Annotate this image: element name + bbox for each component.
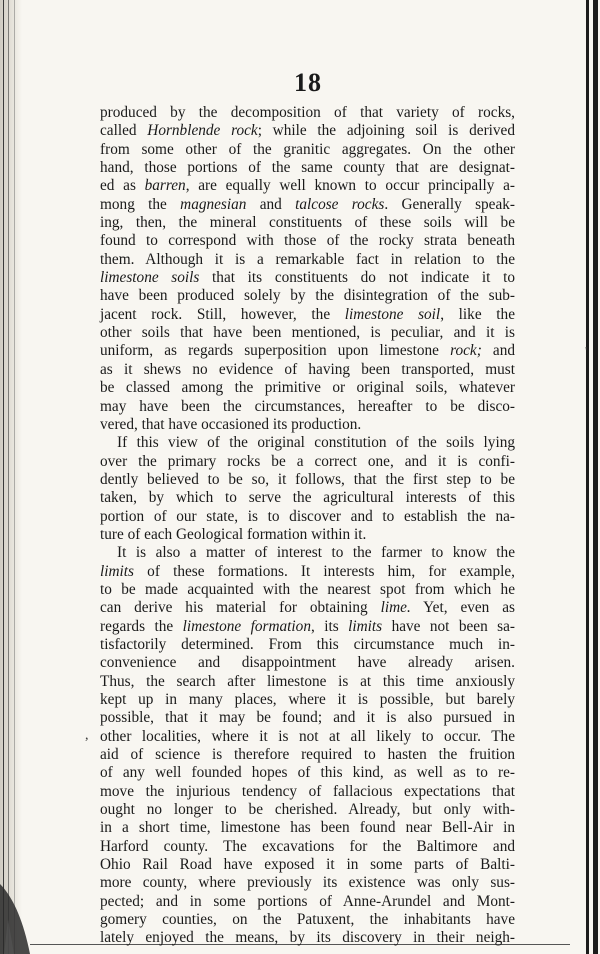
text-line: hand, those portions of the same county that are designat- <box>100 159 515 177</box>
binding-line <box>8 0 9 954</box>
text-line: Harford county. The excavations for the Baltimore and <box>100 837 515 855</box>
text-line: portion of our state, is to discover and to establish the na- <box>100 507 515 525</box>
text-line: Thus, the search after limestone is at this time anxiously <box>100 672 515 690</box>
text-line: in a short time, limestone has been found near Bell-Air in <box>100 819 515 837</box>
text-line: called Hornblende rock; while the adjoining soil is derived <box>100 122 515 140</box>
text-line: be classed among the primitive or original soils, whatever <box>100 379 515 397</box>
binding-line <box>3 0 4 954</box>
text-line: lately enjoyed the means, by its discovery in their neigh- <box>100 929 515 947</box>
text-line: move the injurious tendency of fallacious expectations that <box>100 782 515 800</box>
text-line: Ohio Rail Road have exposed it in some parts of Balti- <box>100 856 515 874</box>
text-line: It is also a matter of interest to the farmer to know the <box>117 544 515 562</box>
text-line: If this view of the original constitution of the soils lying <box>117 434 515 452</box>
text-line: can derive his material for obtaining lime. Yet, even as <box>100 599 515 617</box>
text-line: limits of these formations. It interests him, for example, <box>100 562 515 580</box>
text-line: vered, that have occasioned its production. <box>100 415 362 433</box>
text-line: to be made acquainted with the nearest spot from which he <box>100 580 515 598</box>
margin-mark: , <box>85 728 89 743</box>
page-number: 18 <box>294 68 322 97</box>
text-line: tisfactorily determined. From this circumstance much in- <box>100 635 515 653</box>
text-line: kept up in many places, where it is possible, but barely <box>100 691 515 708</box>
text-line: other localities, where it is not at all likely to occur. The <box>100 727 515 745</box>
binding-bar <box>586 0 589 954</box>
right-binding-edge <box>574 0 600 954</box>
text-line: as it shews no evidence of having been transported, must <box>100 360 515 378</box>
text-line: them. Although it is a remarkable fact in relation to the <box>100 250 515 268</box>
text-line: limestone soils that its constituents do not indicate it to <box>100 269 515 287</box>
text-line: taken, by which to serve the agricultural interests of this <box>100 489 515 507</box>
text-line: ed as barren, are equally well known to occur principally a- <box>100 177 515 195</box>
text-line: possible, that it may be found; and it is also pursued in <box>100 709 515 727</box>
text-line: pected; and in some portions of Anne-Arundel and Mont- <box>100 892 515 910</box>
text-line: have been produced solely by the disintegration of the sub- <box>100 287 515 305</box>
text-line: mong the magnesian and talcose rocks. Generally speak- <box>100 195 516 213</box>
text-line: other soils that have been mentioned, is peculiar, and it is <box>100 324 515 342</box>
text-line: more county, where previously its existence was only sus- <box>100 874 515 892</box>
text-line: jacent rock. Still, however, the limestone soil, like the <box>100 305 515 323</box>
text-line: regards the limestone formation, its limits have not been sa- <box>100 617 516 635</box>
text-line: dently believed to be so, it follows, that the first step to be <box>100 470 515 488</box>
page-corner-shadow <box>0 864 60 954</box>
text-line: aid of science is therefore required to hasten the fruition <box>100 746 515 764</box>
text-line: ing, then, the mineral constituents of these soils will be <box>100 214 515 232</box>
text-line: produced by the decomposition of that variety of rocks, <box>100 104 515 121</box>
text-line: may have been the circumstances, hereafter to be disco- <box>100 397 515 415</box>
text-line: of any well founded hopes of this kind, as well as to re- <box>100 764 515 782</box>
text-line: from some other of the granitic aggregates. On the other <box>100 140 515 158</box>
binding-line <box>14 0 15 954</box>
text-line: over the primary rocks be a correct one, and it is confi- <box>100 452 515 470</box>
binding-bar <box>593 0 598 954</box>
margin-mark: ' <box>585 345 588 360</box>
body-text <box>100 104 515 948</box>
text-line: convenience and disappointment have already arisen. <box>100 654 515 672</box>
text-line: ture of each Geological formation within it. <box>100 525 367 543</box>
left-binding-edge <box>0 0 22 954</box>
text-line: found to correspond with those of the rocky strata beneath <box>100 232 515 250</box>
text-line: gomery counties, on the Patuxent, the inhabitants have <box>100 911 515 929</box>
text-line: uniform, as regards superposition upon limestone rock; and <box>100 342 515 360</box>
text-line: ought no longer to be cherished. Already, but only with- <box>100 801 515 819</box>
